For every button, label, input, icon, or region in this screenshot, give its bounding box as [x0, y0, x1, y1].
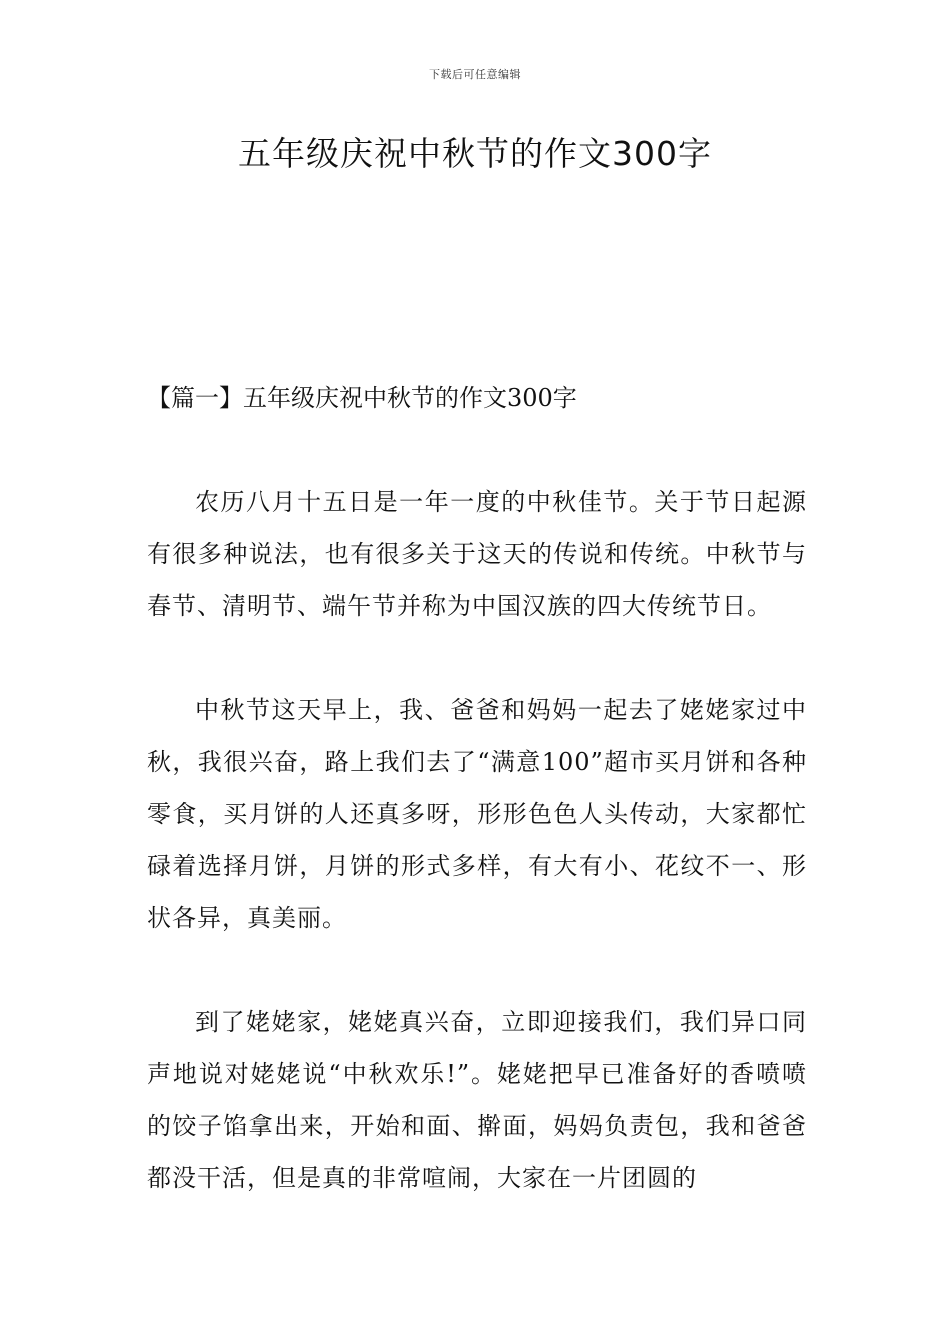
paragraph-1: 农历八月十五日是一年一度的中秋佳节。关于节日起源有很多种说法，也有很多关于这天的传说和传统。中秋节与春节、清明节、端午节并称为中国汉族的四大传统节日。	[147, 488, 807, 620]
document-body	[147, 376, 807, 1204]
section-heading: 【篇一】五年级庆祝中秋节的作文300字	[147, 384, 577, 412]
document-title: 五年级庆祝中秋节的作文300字	[238, 134, 712, 173]
paragraph-2: 中秋节这天早上，我、爸爸和妈妈一起去了姥姥家过中秋，我很兴奋，路上我们去了“满意100”超市买月饼和各种零食，买月饼的人还真多呀，形形色色人头传动，大家都忙碌着选择月饼，月饼的形式多样，有大有小、花纹不一、形状各异，真美丽。	[147, 696, 807, 932]
header-note: 下载后可任意编辑	[429, 68, 521, 81]
paragraph-3: 到了姥姥家，姥姥真兴奋，立即迎接我们，我们异口同声地说对姥姥说“中秋欢乐!”。姥姥把早已准备好的香喷喷的饺子馅拿出来，开始和面、擀面，妈妈负责包，我和爸爸都没干活，但是真的非常喧闹，大家在一片团圆的	[147, 1008, 807, 1192]
